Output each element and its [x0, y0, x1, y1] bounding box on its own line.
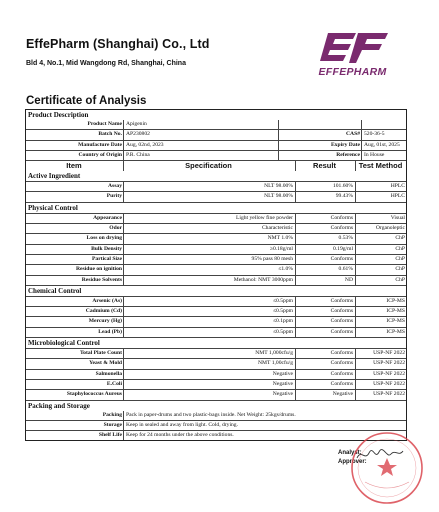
table-row: [26, 264, 406, 274]
test-result: Conforms: [296, 370, 356, 379]
header-method: Test Method: [358, 161, 403, 171]
table-row: [26, 223, 406, 233]
table-row: [26, 369, 406, 379]
packing-label: Packing: [26, 411, 124, 420]
test-specification: NMT 1,00cfu/g: [124, 359, 296, 368]
test-item: Salmonella: [26, 370, 124, 379]
product-info-label: Country of Origin: [26, 151, 124, 160]
product-info-row: [26, 129, 406, 139]
test-method: USP-NF 2022: [373, 350, 405, 357]
test-method: HPLC: [390, 183, 405, 190]
test-result: 0.61%: [296, 265, 356, 274]
test-method: Organoleptic: [375, 225, 405, 232]
test-method: ChP: [395, 235, 405, 242]
product-info-label: CAS#: [279, 130, 362, 139]
document-title: Certificate of Analysis: [26, 95, 147, 107]
test-method: ICP-MS: [386, 328, 405, 335]
test-method: USP-NF 2022: [373, 391, 405, 398]
test-result: 0.53%: [296, 234, 356, 243]
section-heading: Microbiological Control: [26, 337, 406, 348]
analyst-label: Analyst:: [338, 450, 362, 456]
test-item: Assay: [26, 182, 124, 191]
table-row: [26, 316, 406, 326]
table-row: [26, 306, 406, 316]
product-description-heading: Product Description: [28, 111, 89, 119]
company-name: EffePharm (Shanghai) Co., Ltd: [26, 37, 210, 51]
test-method: ChP: [395, 276, 405, 283]
test-specification: ≤0.5ppm: [124, 297, 296, 306]
test-result: Conforms: [296, 297, 356, 306]
company-address: Bld 4, No.1, Mid Wangdong Rd, Shanghai, China: [26, 60, 186, 67]
test-item: Cadmium (Cd): [26, 307, 124, 316]
product-info-value: 520-36-5: [364, 131, 385, 138]
product-info-value: Apigenin: [124, 120, 279, 129]
test-result: Conforms: [296, 349, 356, 358]
product-info-value: Aug, 02nd, 2023: [124, 141, 279, 150]
test-method: USP-NF 2022: [373, 380, 405, 387]
table-row: [26, 275, 406, 285]
test-result: Conforms: [296, 307, 356, 316]
product-info-value: Aug, 01st, 2025: [364, 141, 400, 148]
test-item: Arsenic (As): [26, 297, 124, 306]
product-info-value: AP230802: [124, 130, 279, 139]
table-row: [26, 379, 406, 389]
section-heading: Physical Control: [26, 202, 406, 213]
test-method: ICP-MS: [386, 308, 405, 315]
test-specification: 95% pass 80 mesh: [124, 255, 296, 264]
test-result: Conforms: [296, 359, 356, 368]
test-result: Conforms: [296, 255, 356, 264]
section-heading: Active Ingredient: [28, 172, 81, 181]
table-row: [26, 327, 406, 337]
test-result: 0.19g/ml: [296, 245, 356, 254]
packing-label: Shelf Life: [26, 431, 124, 440]
logo-wordmark: EFFEPHARM: [318, 66, 387, 78]
test-method: ChP: [395, 245, 405, 252]
section-heading: Chemical Control: [26, 285, 406, 296]
product-info-value: [362, 120, 406, 129]
packing-label: Storage: [26, 421, 124, 430]
test-specification: ≥0.18g/ml: [124, 245, 296, 254]
table-row: [26, 389, 406, 399]
test-item: Yeast & Mold: [26, 359, 124, 368]
test-result: Conforms: [296, 317, 356, 326]
test-item: Lead (Pb): [26, 328, 124, 337]
test-specification: ≤0.5ppm: [124, 328, 296, 337]
test-result: ND: [296, 276, 356, 285]
test-specification: Negative: [124, 370, 296, 379]
table-row: [26, 358, 406, 368]
test-result: 101.60%: [296, 182, 356, 191]
test-result: Negative: [296, 390, 356, 399]
test-specification: ≤0.1ppm: [124, 317, 296, 326]
test-item: Purity: [26, 192, 124, 201]
product-info-label: Product Name: [26, 120, 124, 129]
approver-label: Approver:: [338, 459, 367, 465]
product-info-label: Batch No.: [26, 130, 124, 139]
packing-value: Pack in paper-drums and two plastic-bags inside. Net Weight: 25kgs/drums.: [126, 411, 296, 418]
table-row: [26, 213, 406, 223]
test-item: Appearance: [26, 214, 124, 223]
product-info-label: Reference: [279, 151, 362, 160]
test-specification: Light yellow fine powder: [124, 214, 296, 223]
test-result: Conforms: [296, 328, 356, 337]
packing-row: [26, 420, 406, 430]
packing-value: Keep for 24 months under the above conditions.: [126, 432, 234, 439]
test-item: Loss on drying: [26, 234, 124, 243]
packing-value: Keep in sealed and away from light. Cold, drying.: [126, 421, 239, 428]
test-specification: ≤0.5ppm: [124, 307, 296, 316]
test-item: Odor: [26, 224, 124, 233]
test-method: ChP: [395, 266, 405, 273]
header-result: Result: [296, 161, 356, 171]
test-item: Mercury (Hg): [26, 317, 124, 326]
product-info-value: In House: [364, 151, 385, 158]
table-row: [26, 191, 406, 201]
test-method: Visual: [390, 214, 405, 221]
product-info-row: [26, 150, 406, 160]
test-result: Conforms: [296, 214, 356, 223]
test-result: Conforms: [296, 380, 356, 389]
test-result: Conforms: [296, 224, 356, 233]
test-specification: Methanol: NMT 3000ppm: [124, 276, 296, 285]
test-method: ChP: [395, 255, 405, 262]
packing-heading: Packing and Storage: [26, 400, 406, 411]
test-method: ICP-MS: [386, 297, 405, 304]
test-specification: Characteristic: [124, 224, 296, 233]
test-specification: NMT 1,000cfu/g: [124, 349, 296, 358]
table-row: [26, 254, 406, 264]
test-method: HPLC: [390, 193, 405, 200]
test-item: Residue Solvents: [26, 276, 124, 285]
header-item: Item: [26, 161, 124, 171]
test-item: E.Coli: [26, 380, 124, 389]
test-specification: NLT 98.00%: [124, 192, 296, 201]
product-info-value: P.R. China: [124, 151, 279, 160]
product-info-label: Expiry Date: [279, 141, 362, 150]
table-header: [26, 160, 406, 171]
test-item: Staphylococcus Aureus: [26, 390, 124, 399]
test-item: Bulk Density: [26, 245, 124, 254]
test-specification: NLT 98.00%: [124, 182, 296, 191]
test-specification: ≤1.0%: [124, 265, 296, 274]
header-specification: Specification: [124, 161, 296, 171]
company-stamp-icon: [349, 430, 425, 506]
test-method: ICP-MS: [386, 318, 405, 325]
table-row: [26, 348, 406, 358]
test-result: 99.43%: [296, 192, 356, 201]
product-info-label: Manufacture Date: [26, 141, 124, 150]
test-specification: Negative: [124, 380, 296, 389]
table-row: [26, 181, 406, 191]
table-row: [26, 296, 406, 306]
table-row: [26, 244, 406, 254]
test-method: USP-NF 2022: [373, 370, 405, 377]
product-info-row: [26, 120, 406, 129]
test-item: Total Plate Count: [26, 349, 124, 358]
test-item: Partical Size: [26, 255, 124, 264]
table-row: [26, 233, 406, 243]
test-specification: Negative: [124, 390, 296, 399]
packing-row: [26, 411, 406, 420]
product-info-label: [279, 120, 362, 129]
coa-table: [25, 109, 407, 441]
test-method: USP-NF 2022: [373, 360, 405, 367]
test-specification: NMT 1.0%: [124, 234, 296, 243]
product-info-row: [26, 140, 406, 150]
test-item: Residue on ignition: [26, 265, 124, 274]
